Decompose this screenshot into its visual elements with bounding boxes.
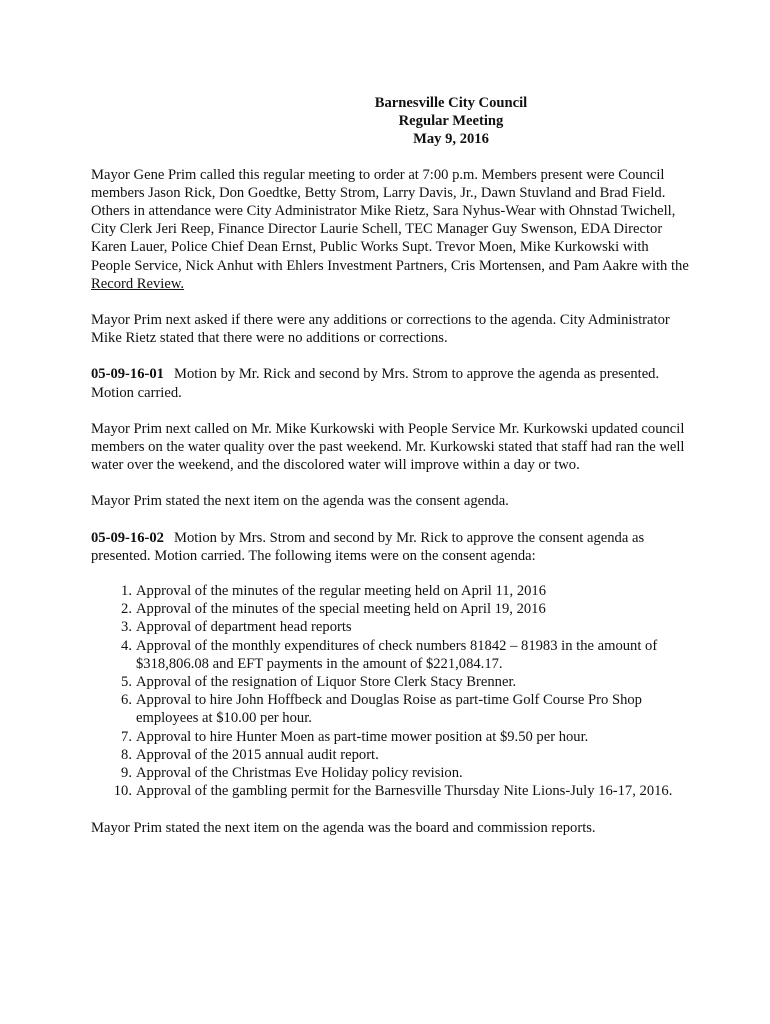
item-number: 3. xyxy=(121,619,132,636)
agenda-additions-paragraph: Mayor Prim next asked if there were any additions or corrections to the agenda. City Administrator Mike Rietz stated that there were no additions or corrections. xyxy=(91,312,670,347)
item-text: Approval of the Christmas Eve Holiday policy revision. xyxy=(136,765,463,782)
item-text: Approval to hire John Hoffbeck and Douglas Roise as part-time Golf Course Pro Shop employees at $10.00 per hour. xyxy=(136,692,642,727)
list-item xyxy=(91,637,691,673)
item-number: 6. xyxy=(121,692,132,709)
item-number: 8. xyxy=(121,746,132,763)
list-item xyxy=(91,746,691,764)
meeting-type: Regular Meeting xyxy=(398,113,504,130)
water-quality-paragraph: Mayor Prim next called on Mr. Mike Kurkowski with People Service Mr. Kurkowski updated council members on the water quality over the past weekend. Mr. Kurkowski stated that staff had ran the well water over the weekend, and the discolored water will improve within a day or two. xyxy=(91,420,685,474)
attendance-paragraph xyxy=(91,166,691,293)
motion-approve-agenda xyxy=(91,365,691,401)
motion-text: Motion by Mrs. Strom and second by Mr. Rick to approve the consent agenda as presented. Motion carried. The following items were on the consent agenda: xyxy=(91,529,645,564)
motion-text: Motion by Mr. Rick and second by Mrs. Strom to approve the agenda as presented. Motion carried. xyxy=(91,366,660,401)
board-reports-paragraph: Mayor Prim stated the next item on the agenda was the board and commission reports. xyxy=(91,819,596,836)
list-item xyxy=(91,600,691,618)
item-number: 2. xyxy=(121,601,132,618)
list-item xyxy=(91,764,691,782)
item-text: Approval of the gambling permit for the Barnesville Thursday Nite Lions-July 16-17, 2016. xyxy=(136,783,673,800)
list-item xyxy=(91,691,691,727)
item-number: 10. xyxy=(113,783,132,800)
list-item xyxy=(91,728,691,746)
motion-number: 05-09-16-01 xyxy=(91,366,164,383)
item-text: Approval of department head reports xyxy=(136,619,352,636)
item-number: 4. xyxy=(121,637,132,654)
list-item xyxy=(91,618,691,636)
item-text: Approval of the minutes of the regular meeting held on April 11, 2016 xyxy=(136,583,547,600)
list-item xyxy=(91,782,691,800)
item-number: 1. xyxy=(121,583,132,600)
item-number: 7. xyxy=(121,728,132,745)
item-text: Approval to hire Hunter Moen as part-time mower position at $9.50 per hour. xyxy=(136,728,589,745)
item-text: Approval of the 2015 annual audit report. xyxy=(136,746,379,763)
document-header xyxy=(91,94,691,149)
motion-number: 05-09-16-02 xyxy=(91,529,164,546)
record-review-link: Record Review. xyxy=(91,275,185,292)
item-text: Approval of the minutes of the special meeting held on April 19, 2016 xyxy=(136,601,546,618)
consent-agenda-intro: Mayor Prim stated the next item on the agenda was the consent agenda. xyxy=(91,493,509,510)
meeting-date: May 9, 2016 xyxy=(413,131,489,148)
motion-consent-agenda xyxy=(91,529,691,565)
council-name: Barnesville City Council xyxy=(374,95,528,111)
item-text: Approval of the resignation of Liquor Store Clerk Stacy Brenner. xyxy=(136,674,517,691)
list-item xyxy=(91,582,691,600)
consent-agenda-list xyxy=(91,582,691,800)
item-number: 9. xyxy=(121,765,132,782)
item-text: Approval of the monthly expenditures of check numbers 81842 – 81983 in the amount of $318,806.08 and EFT payments in the amount of $221,084.17. xyxy=(136,637,658,672)
attendance-text: Mayor Gene Prim called this regular meeting to order at 7:00 p.m. Members present were Council members Jason Rick, Don Goedtke, Betty Strom, Larry Davis, Jr., Dawn Stuvland and Brad Field. Others in attendance were City Administrator Mike Rietz, Sara Nyhus-Wear with Ohnstad Twichell, City Clerk Jeri Reep, Finance Director Laurie Schell, TEC Manager Guy Swenson, EDA Director Karen Lauer, Police Chief Dean Ernst, Public Works Supt. Trevor Moen, Mike Kurkowski with People Service, Nick Anhut with Ehlers Investment Partners, Cris Mortensen, and Pam Aakre with the xyxy=(91,166,689,274)
list-item xyxy=(91,673,691,691)
minutes-body xyxy=(91,94,691,855)
item-number: 5. xyxy=(121,674,132,691)
